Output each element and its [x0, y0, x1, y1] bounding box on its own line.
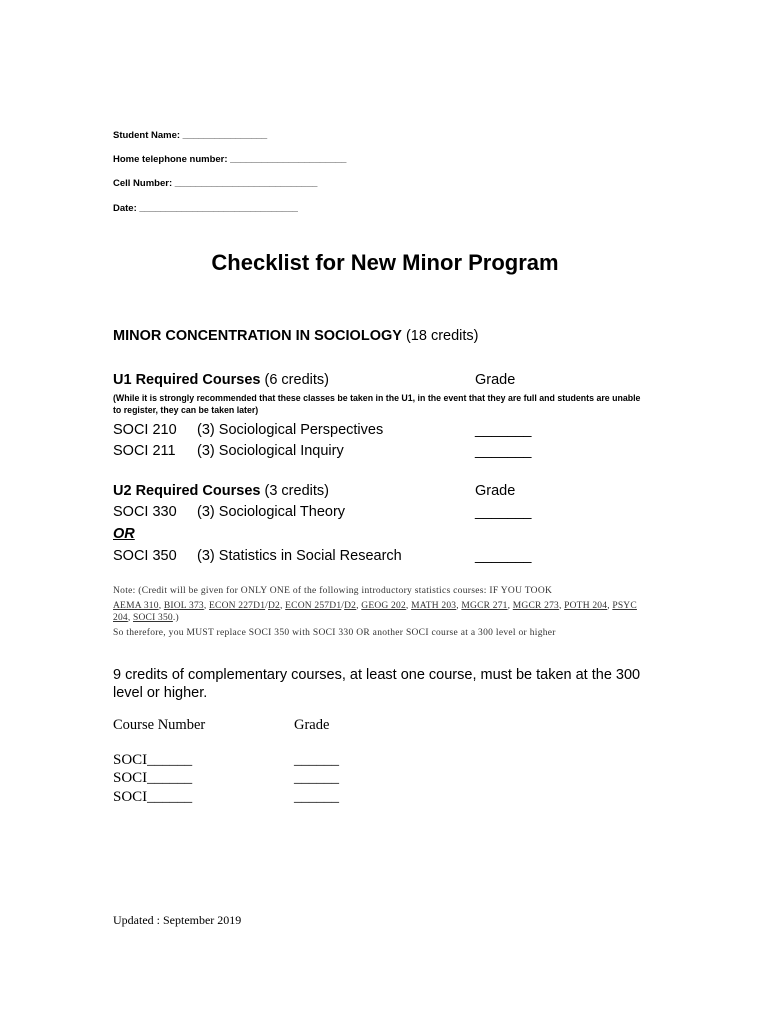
u2-credits: (3 credits): [264, 483, 329, 499]
course-row-soci210: [113, 422, 383, 438]
course-link[interactable]: D2: [344, 601, 357, 611]
course-links: AEMA 310, BIOL 373, ECON 227D1/D2, ECON 257D1/D2, GEOG 202, MATH 203, MGCR 271, MGCR 273, POTH 204, PSYC 204, SOCI 350.): [113, 601, 637, 623]
col-grade: Grade: [294, 717, 330, 733]
grade-blank[interactable]: _______: [475, 504, 532, 520]
course-row-soci211: [113, 443, 344, 459]
course-code: SOCI 210: [113, 422, 177, 438]
course-link[interactable]: ECON 257D1: [285, 601, 342, 611]
course-link[interactable]: MGCR 271: [461, 601, 508, 611]
u2-heading-label: U2 Required Courses: [113, 483, 261, 499]
comp-grade-blank[interactable]: ______: [294, 752, 339, 768]
comp-course-blank[interactable]: SOCI______: [113, 752, 193, 768]
date-field: Date: ______________________________: [113, 203, 298, 214]
course-link[interactable]: GEOG 202: [361, 601, 406, 611]
cell-number-field: Cell Number: ___________________________: [113, 178, 318, 189]
u1-note: (While it is strongly recommended that these classes be taken in the U1, in the event that they are full and students are unable to register, they can be taken later): [113, 393, 641, 415]
complementary-text: 9 credits of complementary courses, at least one course, must be taken at the 300 level or higher.: [113, 667, 641, 701]
grade-blank[interactable]: _______: [475, 422, 532, 438]
course-code: SOCI 350: [113, 548, 177, 564]
note-replace-line: So therefore, you MUST replace SOCI 350 with SOCI 330 OR another SOCI course at a 300 level or higher: [113, 628, 556, 638]
course-link[interactable]: ECON 227D1: [209, 601, 266, 611]
note-line: Note: (Credit will be given for ONLY ONE of the following introductory statistics courses: IF YOU TOOK: [113, 586, 553, 596]
u1-grade-label: Grade: [475, 372, 516, 388]
minor-credits: (18 credits): [405, 328, 479, 344]
course-code: SOCI 330: [113, 504, 177, 520]
course-row-soci330: [113, 504, 345, 520]
home-phone-field: Home telephone number: ______________________: [113, 154, 347, 165]
course-link[interactable]: AEMA 310: [113, 601, 159, 611]
course-link[interactable]: PSYC 204: [113, 601, 637, 623]
or-label: OR: [113, 526, 135, 542]
course-title: (3) Statistics in Social Research: [197, 548, 402, 564]
u2-grade-label: Grade: [475, 483, 516, 499]
grade-blank[interactable]: _______: [475, 548, 532, 564]
page-title: Checklist for New Minor Program: [211, 250, 559, 275]
u1-heading-label: U1 Required Courses: [113, 372, 261, 388]
course-link[interactable]: BIOL 373: [163, 601, 204, 611]
minor-heading-label: MINOR CONCENTRATION IN SOCIOLOGY: [113, 328, 402, 344]
course-link[interactable]: SOCI 350: [133, 613, 173, 623]
course-title: (3) Sociological Inquiry: [197, 443, 344, 459]
course-row-soci350: [113, 548, 402, 564]
course-link[interactable]: MGCR 273: [512, 601, 559, 611]
course-title: (3) Sociological Theory: [197, 504, 346, 520]
u2-heading: [113, 483, 329, 499]
u1-credits: (6 credits): [264, 372, 329, 388]
u1-heading: [113, 372, 329, 388]
comp-grade-blank[interactable]: ______: [294, 770, 339, 786]
course-link[interactable]: MATH 203: [411, 601, 457, 611]
student-name-field: Student Name: ________________: [113, 130, 268, 141]
course-link[interactable]: D2: [268, 601, 281, 611]
course-title: (3) Sociological Perspectives: [197, 422, 384, 438]
comp-course-blank[interactable]: SOCI______: [113, 770, 193, 786]
updated-date: Updated : September 2019: [113, 913, 242, 927]
comp-course-blank[interactable]: SOCI______: [113, 789, 193, 805]
grade-blank[interactable]: _______: [475, 443, 532, 459]
col-course-number: Course Number: [113, 717, 206, 733]
comp-grade-blank[interactable]: ______: [294, 789, 339, 805]
course-code: SOCI 211: [113, 443, 176, 459]
minor-heading: [113, 328, 479, 344]
course-link[interactable]: POTH 204: [564, 601, 608, 611]
